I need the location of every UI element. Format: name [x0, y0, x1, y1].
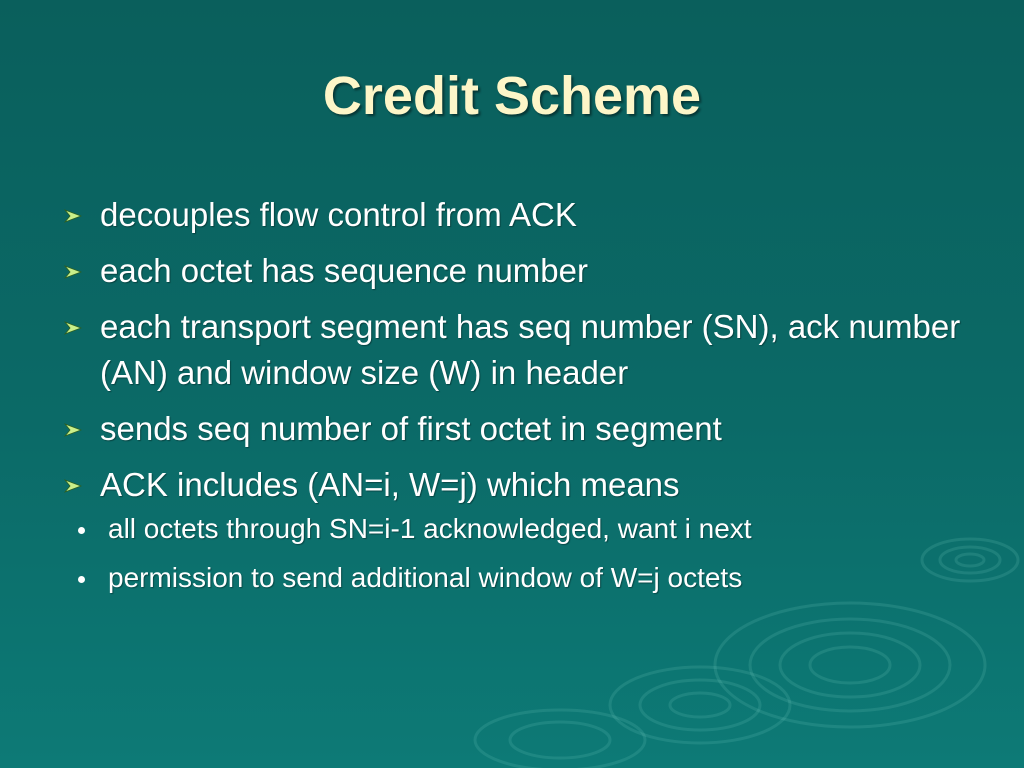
- bullet-text: each octet has sequence number: [100, 252, 588, 289]
- bullet-item: [62, 192, 992, 238]
- bullet-item: [62, 248, 992, 294]
- bullet-item: [62, 462, 992, 597]
- dot-bullet-icon: [78, 576, 85, 583]
- bullet-text: each transport segment has seq number (SN), ack number (AN) and window size (W) in header: [100, 308, 961, 391]
- sub-bullet-list: [100, 510, 992, 597]
- arrowhead-bullet-icon: [64, 479, 82, 493]
- slide-title: Credit Scheme: [322, 66, 702, 126]
- bullet-text: decouples flow control from ACK: [100, 196, 577, 233]
- dot-bullet-icon: [78, 527, 85, 534]
- sub-bullet-text: permission to send additional window of W=j octets: [108, 562, 743, 593]
- sub-bullet-item: [62, 559, 992, 597]
- bullet-list: [62, 192, 992, 608]
- arrowhead-bullet-icon: [64, 321, 82, 335]
- sub-bullet-text: all octets through SN=i-1 acknowledged, want i next: [108, 513, 752, 544]
- bullet-text: sends seq number of first octet in segment: [100, 410, 722, 447]
- arrowhead-bullet-icon: [64, 423, 82, 437]
- bullet-item: [62, 304, 992, 396]
- arrowhead-bullet-icon: [64, 209, 82, 223]
- sub-bullet-item: [62, 510, 992, 548]
- bullet-item: [62, 406, 992, 452]
- arrowhead-bullet-icon: [64, 265, 82, 279]
- bullet-text: ACK includes (AN=i, W=j) which means: [100, 466, 680, 503]
